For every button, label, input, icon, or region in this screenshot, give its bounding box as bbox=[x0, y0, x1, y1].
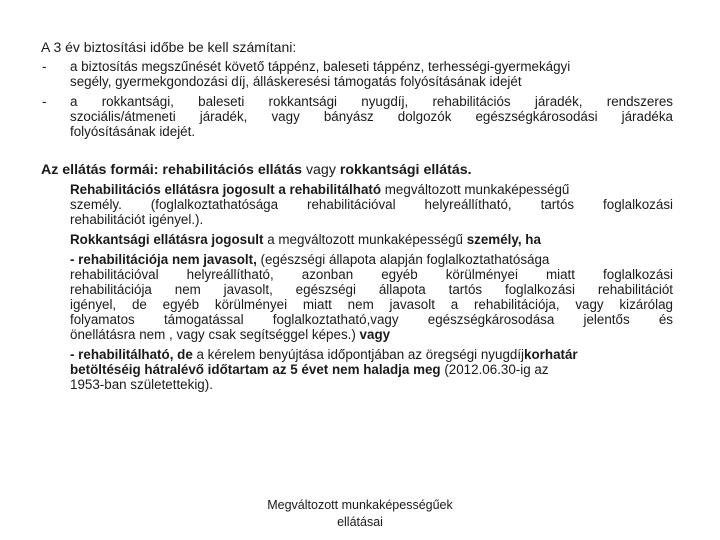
rehab-line3: rehabilitációt igényel.). bbox=[70, 212, 204, 227]
rehab-line1-rest: megváltozott munkaképességű bbox=[381, 182, 570, 197]
heading-rokk-part: rokkantsági ellátás. bbox=[339, 162, 472, 178]
rokk-line2-bold: - rehabilitációja nem javasolt, bbox=[70, 252, 257, 267]
bullet2-line1: a rokkantsági, baleseti rokkantsági nyugdíj, rehabilitációs járadék, rendszeres bbox=[70, 94, 673, 109]
bullet1-line1: a biztosítás megszűnését követő táppénz, baleseti táppénz, terhességi-gyermekágyi bbox=[70, 59, 571, 74]
section1-title-colon: : bbox=[292, 39, 297, 55]
bullet1-line2: segély, gyermekgondozási díj, álláskeresési támogatás folyósításának idejét bbox=[70, 74, 522, 89]
rokk-line6: folyamatos támogatással foglalkoztatható,vagy egészségkárosodása jelentős és bbox=[70, 312, 673, 327]
rokk-line8-bold2: korhatár bbox=[524, 347, 578, 362]
rokk-line10: 1953-ban születettekig). bbox=[70, 377, 213, 392]
heading-or: vagy bbox=[302, 162, 340, 178]
rokk-line9-bold: betöltéséig hátralévő időtartam az 5 évet nem haladja meg bbox=[70, 362, 441, 377]
footer-line2: ellátásai bbox=[337, 515, 383, 529]
rokk-line1 bbox=[70, 233, 541, 248]
rokk-line1-bold: Rokkantsági ellátásra jogosult bbox=[70, 232, 264, 247]
rokk-line7-vagy: vagy bbox=[359, 327, 391, 342]
rokk-line2 bbox=[70, 253, 549, 268]
rokk-line9-rest: (2012.06.30-ig az bbox=[440, 362, 549, 377]
section2-heading bbox=[41, 163, 472, 178]
rokk-line8-bold: - rehabilitálható, de bbox=[70, 347, 193, 362]
bullet-dash-2: - bbox=[42, 94, 47, 109]
bullet-dash-1: - bbox=[42, 59, 47, 74]
bullet2-line2: szociális/átmeneti járadék, vagy bányász dolgozók egészségkárosodási járadéka bbox=[70, 109, 673, 124]
bullet2-line3: folyósításának idejét. bbox=[70, 124, 196, 139]
rokk-line8 bbox=[70, 348, 578, 363]
section1-title: A 3 év biztosítási időbe be kell számítani bbox=[41, 39, 293, 55]
slide-footer bbox=[210, 497, 510, 531]
rokk-line7 bbox=[70, 328, 390, 343]
rehab-line1 bbox=[70, 183, 569, 198]
section1-heading bbox=[41, 40, 296, 55]
rokk-line7-text: önellátásra nem , vagy csak segítséggel képes.) bbox=[70, 327, 360, 342]
rokk-line1-mid: a megváltozott munkaképességű bbox=[263, 232, 467, 247]
rokk-line4: rehabilitációja nem javasolt, egészségi állapota tartós foglalkozási rehabilitációt bbox=[70, 282, 673, 297]
rehab-line1-bold: Rehabilitációs ellátásra jogosult a rehabilitálható bbox=[70, 182, 382, 197]
rokk-line3: rehabilitációval helyreállítható, azonban egyéb körülményei miatt foglalkozási bbox=[70, 267, 673, 282]
rokk-line9 bbox=[70, 363, 549, 378]
rehab-line2: személy. (foglalkoztathatósága rehabilitációval helyreállítható, tartós foglalkozási bbox=[70, 197, 673, 212]
rokk-line5: igényel, de egyéb körülményei miatt nem javasolt a rehabilitációja, vagy kizárólag bbox=[70, 297, 673, 312]
footer-line1: Megváltozott munkaképességűek bbox=[267, 498, 453, 512]
heading-rehab-part: Az ellátás formái: rehabilitációs ellátás bbox=[41, 162, 302, 178]
rokk-line8-mid: a kérelem benyújtása időpontjában az öregségi nyugdíj bbox=[192, 347, 525, 362]
rokk-line2-rest: (egészségi állapota alapján foglalkoztathatósága bbox=[256, 252, 550, 267]
rokk-line1-bold2: személy, ha bbox=[466, 232, 541, 247]
